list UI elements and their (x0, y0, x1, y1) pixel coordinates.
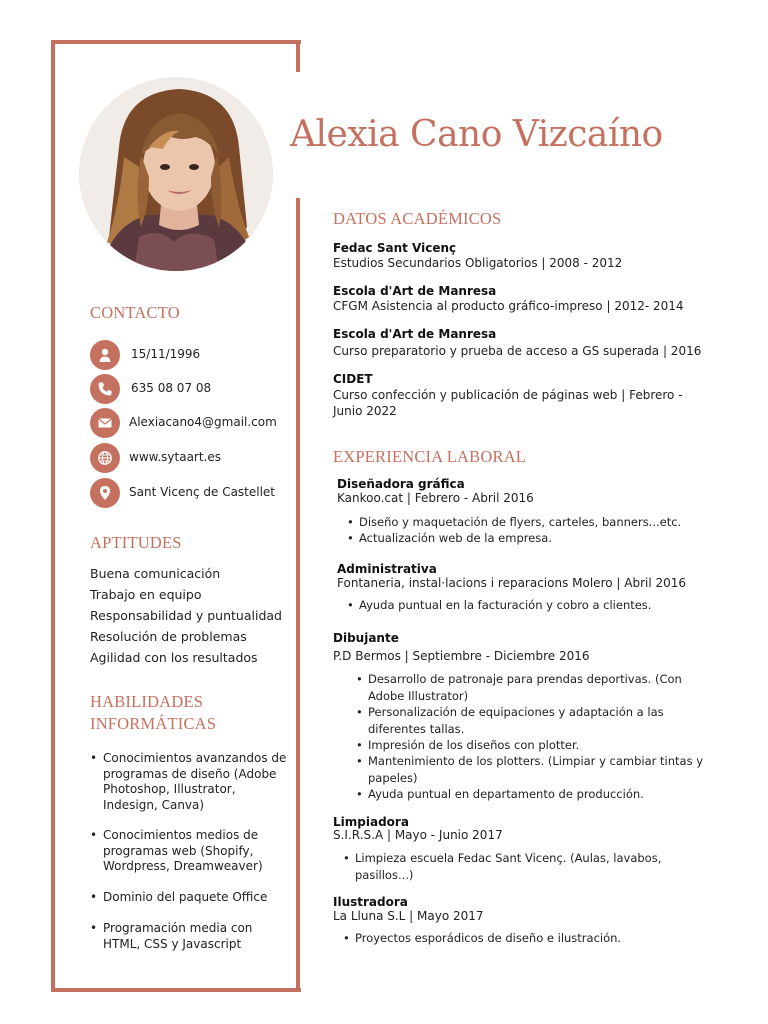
academic-detail: Estudios Secundarios Obligatorios | 2008 - 2012 (333, 256, 623, 270)
job-bullet: • Ayuda puntual en la facturación y cobro a clientes. (347, 597, 697, 614)
academic-detail: Curso preparatorio y prueba de acceso a GS superada | 2016 (333, 344, 702, 358)
frame-border-right-lower (296, 198, 300, 992)
job-role: Limpiadora (333, 815, 409, 829)
job-detail: Kankoo.cat | Febrero - Abril 2016 (337, 491, 534, 505)
profile-photo (79, 77, 273, 271)
contact-row-phone (90, 374, 290, 404)
skill-item: • Dominio del paquete Office (90, 890, 290, 906)
contact-phone[interactable]: 635 08 07 08 (131, 381, 212, 395)
job-detail: S.I.R.S.A | Mayo - Junio 2017 (333, 828, 503, 842)
academic-section-title: DATOS ACADÉMICOS (333, 209, 502, 228)
skill-item: • Programación media con HTML, CSS y Javascript (90, 921, 290, 952)
contact-email[interactable]: Alexiacano4@gmail.com (129, 415, 277, 429)
experience-section-title: EXPERIENCIA LABORAL (333, 447, 527, 466)
job-bullet: • Impresión de los diseños con plotter. (356, 737, 706, 754)
contact-row-location (90, 478, 290, 508)
mail-icon (90, 408, 120, 438)
job-bullet: • Proyectos esporádicos de diseño e ilustración. (343, 930, 693, 947)
frame-border-left (51, 40, 55, 992)
skills-section-title-line2: INFORMÁTICAS (90, 714, 217, 733)
academic-detail: CFGM Asistencia al producto gráfico-impreso | 2012- 2014 (333, 299, 684, 313)
aptitude-item: Resolución de problemas (90, 629, 247, 644)
academic-school: Escola d'Art de Manresa (333, 327, 497, 341)
academic-school: CIDET (333, 372, 373, 386)
job-detail: La Lluna S.L | Mayo 2017 (333, 909, 484, 923)
contact-website[interactable]: www.sytaart.es (129, 450, 222, 464)
academic-school: Escola d'Art de Manresa (333, 284, 497, 298)
skill-item: • Conocimientos medios de programas web (Shopify, Wordpress, Dreamweaver) (90, 828, 290, 875)
skill-item: • Conocimientos avanzandos de programas de diseño (Adobe Photoshop, Illustrator, Indesign, Canva) (90, 751, 290, 813)
job-bullet: • Ayuda puntual en departamento de producción. (356, 786, 706, 803)
job-role: Diseñadora gráfica (337, 477, 465, 491)
frame-border-bottom (51, 988, 301, 992)
job-detail: Fontaneria, instal·lacions i reparacions Molero | Abril 2016 (337, 576, 687, 590)
aptitude-item: Trabajo en equipo (90, 587, 202, 602)
job-bullet: • Mantenimiento de los plotters. (Limpiar y cambiar tintas y papeles) (356, 753, 708, 786)
contact-row-birthdate (90, 340, 290, 370)
job-bullet: • Desarrollo de patronaje para prendas deportivas. (Con Adobe Illustrator) (356, 671, 706, 704)
skills-section-title-line1: HABILIDADES (90, 692, 204, 711)
contact-birthdate: 15/11/1996 (131, 347, 201, 361)
frame-border-right-upper (296, 40, 300, 72)
aptitude-item: Buena comunicación (90, 566, 221, 581)
job-role: Dibujante (333, 631, 399, 645)
aptitude-item: Agilidad con los resultados (90, 650, 258, 665)
contact-row-website (90, 443, 290, 473)
job-bullet: • Diseño y maquetación de flyers, carteles, banners...etc. (347, 514, 697, 531)
aptitude-item: Responsabilidad y puntualidad (90, 608, 282, 623)
job-role: Administrativa (337, 562, 437, 576)
person-icon (90, 340, 120, 370)
frame-border-top (51, 40, 301, 44)
contact-location: Sant Vicenç de Castellet (129, 485, 276, 499)
job-role: Ilustradora (333, 895, 408, 909)
job-bullet: • Actualización web de la empresa. (347, 530, 697, 547)
job-detail: P.D Bermos | Septiembre - Diciembre 2016 (333, 649, 590, 663)
job-bullet: • Limpieza escuela Fedac Sant Vicenç. (Aulas, lavabos, pasillos...) (343, 850, 683, 883)
academic-school: Fedac Sant Vicenç (333, 241, 457, 255)
candidate-name: Alexia Cano Vizcaíno (290, 114, 663, 155)
phone-icon (90, 374, 120, 404)
globe-icon (90, 443, 120, 473)
location-pin-icon (90, 478, 120, 508)
job-bullet: • Personalización de equipaciones y adaptación a las diferentes tallas. (356, 704, 686, 737)
contact-row-email (90, 408, 290, 438)
contact-section-title: CONTACTO (90, 303, 180, 322)
academic-detail: Curso confección y publicación de páginas web | Febrero - Junio 2022 (333, 388, 683, 418)
aptitudes-section-title: APTITUDES (90, 533, 182, 552)
